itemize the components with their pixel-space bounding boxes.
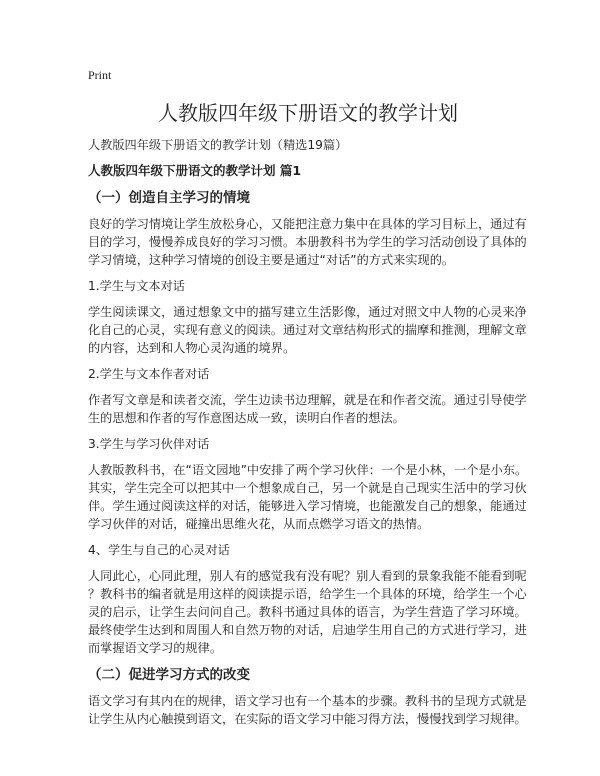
section-heading: （一）创造自主学习的情境 [88, 190, 250, 206]
paragraph-line: 生的思想和作者的写作意图达成一致，读明白作者的想法。 [88, 411, 405, 425]
paragraph-line: 其实，学生完全可以把其中一个想象成自己，另一个就是自己现实生活中的学习伙 [88, 481, 527, 495]
paragraph-line: 学习伙伴的对话，碰撞出思维火花，从而点燃学习语文的热情。 [88, 517, 430, 531]
paragraph [88, 567, 528, 657]
subsection-heading: 3.学生与学习伙伴对话 [88, 437, 210, 451]
paragraph-line: 语文学习有其内在的规律，语文学习也有一个基本的步骤。教科书的呈现方式就是 [88, 694, 527, 708]
paragraph-line: 而掌握语文学习的规律。 [88, 641, 223, 655]
paragraph-line: 伴。学生通过阅读这样的对话，能够进入学习情境，也能激发自己的想象，能通过 [88, 499, 527, 513]
paragraph-line: 学生阅读课文，通过想象文中的描写建立生活影像，通过对照文中人物的心灵来净 [88, 305, 527, 319]
paragraph [88, 461, 528, 533]
paragraph-line: 学习情境，这种学习情境的创设主要是通过“对话”的方式来实现的。 [88, 253, 455, 267]
article-body [88, 188, 528, 728]
paragraph-line: 的内容，达到和人物心灵沟通的境界。 [88, 341, 296, 355]
paragraph [88, 692, 528, 728]
subsection-heading: 2.学生与文本作者对话 [88, 367, 210, 381]
paragraph [88, 391, 528, 427]
document-page [88, 68, 528, 736]
paragraph-line: 作者写文章是和读者交流，学生边读书边理解，就是在和作者交流。通过引导使学 [88, 393, 527, 407]
document-subtitle: 人教版四年级下册语文的教学计划（精选19篇） [88, 138, 348, 152]
paragraph-line: 人教版教科书，在“语文园地”中安排了两个学习伙伴：一个是小林，一个是小东。 [88, 463, 528, 477]
paragraph [88, 303, 528, 357]
paragraph [88, 215, 528, 269]
section-heading: （二）促进学习方式的改变 [88, 667, 250, 683]
subsection-heading: 1.学生与文本对话 [88, 279, 185, 293]
paragraph-line: 灵的启示，让学生去问问自己。教科书通过具体的语言，为学生营造了学习环境。 [88, 605, 527, 619]
paragraph-line: 化自己的心灵，实现有意义的阅读。通过对文章结构形式的揣摩和推测，理解文章 [88, 323, 527, 337]
paragraph-line: 最终使学生达到和周围人和自然万物的对话，启迪学生用自己的方式进行学习，进 [88, 623, 527, 637]
article-heading: 人教版四年级下册语文的教学计划 篇1 [88, 163, 302, 178]
print-label[interactable]: Print [88, 68, 112, 82]
paragraph-line: 目的学习，慢慢养成良好的学习习惯。本册教科书为学生的学习活动创设了具体的 [88, 235, 527, 249]
document-title: 人教版四年级下册语文的教学计划 [158, 101, 458, 125]
paragraph-line: 人同此心，心同此理，别人有的感觉我有没有呢？别人看到的景象我能不能看到呢 [88, 569, 527, 583]
subsection-heading: 4、学生与自己的心灵对话 [88, 543, 230, 557]
paragraph-line: ？教科书的编者就是用这样的阅读提示语，给学生一个具体的环境，给学生一个心 [88, 587, 527, 601]
paragraph-line: 让学生从内心触摸到语文，在实际的语文学习中能习得方法，慢慢找到学习规律。 [88, 712, 527, 726]
paragraph-line: 良好的学习情境让学生放松身心，又能把注意力集中在具体的学习目标上，通过有 [88, 217, 527, 231]
